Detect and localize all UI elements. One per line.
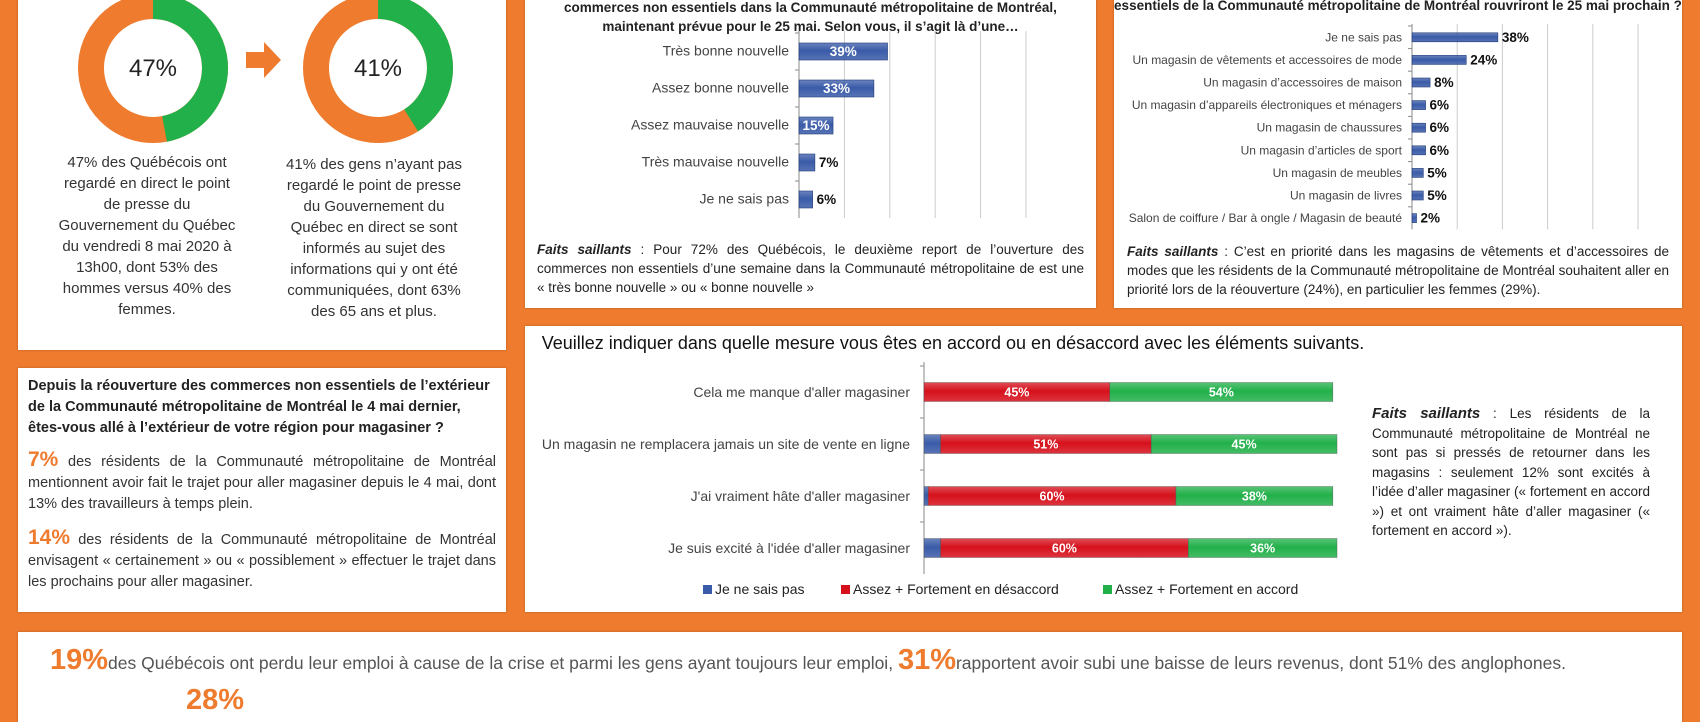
faits-text: : Pour 72% des Québécois, le deuxième report de l’ouverture des commerces non essentiels d’une semaine dans la Communauté métropolitaine de est une « très bonne nouvelle » ou « bonne nouvelle » [537,242,1084,295]
category-label: Un magasin de meubles [1272,165,1402,180]
agreement-stacked-chart [525,326,1365,612]
employment-stat-1: 19% [50,644,109,676]
travel-stat-2-value: 14% [28,526,71,549]
legend-label: Assez + Fortement en désaccord [853,581,1059,597]
data-label: 5% [1427,165,1447,181]
category-label: Très mauvaise nouvelle [641,153,789,170]
bar [1412,168,1423,177]
panel-reopening-news [525,0,1096,308]
employment-line-1 [50,644,1566,677]
data-label: 51% [1033,437,1059,452]
faits-text: : C’est en priorité dans les magasins de vêtements et d’accessoires de modes que les résidents de la Communauté métropolitaine de Montréal souhaitent aller en priorité lors de la réouverture (24%), en particulier les femmes (29%). [1127,244,1669,297]
legend-label: Je ne sais pas [715,581,805,597]
data-label: 8% [1434,75,1454,90]
travel-stat-2 [28,527,496,593]
category-label: Je ne sais pas [699,190,789,207]
arrow-right-icon [244,40,284,80]
bar-segment [924,435,941,454]
faits-label: Faits saillants [537,242,632,257]
category-label: J'ai vraiment hâte d'aller magasiner [690,488,910,504]
category-label: Un magasin de vêtements et accessoires de mode [1132,52,1402,67]
faits-saillants-news [537,240,1084,297]
data-label: 2% [1420,210,1441,226]
travel-stat-1-text: des résidents de la Communauté métropolitaine de Montréal mentionnent avoir fait le trajet pour aller magasiner depuis le 4 mai, dont 13% des travailleurs à temps plein. [28,454,496,512]
category-label: Un magasin ne remplacera jamais un site de vente en ligne [541,436,910,452]
question-stores: essentiels de la Communauté métropolitaine de Montréal rouvriront le 25 mai prochain ? [1114,0,1682,13]
data-label: 6% [816,192,837,207]
panel-travel-outside [18,368,506,612]
panel-store-priority [1114,0,1682,308]
employment-text-2: rapportent avoir subi une baisse de leurs revenus, dont 51% des anglophones. [955,653,1566,673]
faits-text: : Les résidents de la Communauté métropolitaine de Montréal ne sont pas si pressés de retourner dans les magasins : seulement 12% sont excités à l’idée d’aller magasiner (« fortement en accord ») et ont vraiment hâte d’aller magasiner (« fortement en accord »). [1372,406,1650,538]
employment-text-1: des Québécois ont perdu leur emploi à cause de la crise et parmi les gens ayant toujours leur emploi, [108,653,898,673]
data-label: 54% [1208,385,1234,400]
category-label: Cela me manque d'aller magasiner [693,384,910,400]
faits-saillants-stores [1127,242,1669,299]
bar [1412,55,1466,64]
faits-label: Faits saillants [1372,405,1481,422]
donut-2-description: 41% des gens n’ayant pas regardé le point de presse du Gouvernement du Québec en direct se sont informés au sujet des informations qui y ont été communiquées, dont 63% des 65 ans et plus. [286,156,462,320]
data-label: 45% [1231,437,1257,452]
employment-stat-2: 31% [897,644,956,676]
data-label: 6% [1429,142,1450,158]
data-label: 45% [1004,385,1030,400]
category-label: Salon de coiffure / Bar à ongle / Magasin de beauté [1128,211,1402,226]
panel-agreement [525,326,1682,612]
data-label: 24% [1470,52,1498,68]
news-bar-chart [525,30,1096,225]
chart-title: Veuillez indiquer dans quelle mesure vous êtes en accord ou en désaccord avec les éléments suivants. [541,333,1365,353]
data-label: 38% [1501,29,1529,45]
donut-1-description: 47% des Québécois ont regardé en direct le point de presse du Gouvernement du Québec du vendredi 8 mai 2020 à 13h00, dont 53% des hommes versus 40% des femmes. [58,154,236,318]
travel-stat-2-text: des résidents de la Communauté métropolitaine de Montréal envisagent « certainement » ou « possiblement » effectuer le trajet dans les prochains pour aller magasiner. [28,532,496,590]
faits-saillants-agreement [1372,404,1650,541]
category-label: Assez bonne nouvelle [652,79,789,96]
data-label: 6% [1429,120,1450,136]
category-label: Un magasin de livres [1289,188,1402,203]
data-label: 36% [1250,541,1276,556]
data-label: 33% [822,81,850,96]
legend-swatch [703,585,712,594]
category-label: Assez mauvaise nouvelle [631,116,789,133]
legend-swatch [841,585,850,594]
question-travel: Depuis la réouverture des commerces non essentiels de l’extérieur de la Communauté métropolitaine de Montréal le 4 mai dernier, êtes-vous allé à l’extérieur de votre région pour magasiner ? [28,378,490,436]
category-label: Un magasin d’appareils électroniques et ménagers [1131,98,1402,113]
faits-label: Faits saillants [1127,244,1219,259]
question-news-line1: commerces non essentiels dans la Communauté métropolitaine de Montréal, [564,0,1057,15]
travel-stat-1-value: 7% [28,448,59,471]
bar [1412,191,1423,200]
legend-swatch [1103,585,1112,594]
bar-segment [924,487,928,506]
donut-chart-1 [73,0,243,150]
category-label: Très bonne nouvelle [662,42,789,59]
question-news-line2: maintenant prévue pour le 25 mai. Selon vous, il s’agit là d’une… [602,19,1019,34]
data-label: 60% [1051,541,1077,556]
category-label: Un magasin d’accessoires de maison [1203,75,1402,90]
bar [1412,214,1417,223]
employment-stat-3: 28% [186,684,245,716]
data-label: 15% [802,118,830,133]
bar-segment [924,539,941,558]
bar [1412,78,1430,87]
category-label: Un magasin de chaussures [1256,120,1402,135]
employment-line-2 [186,684,244,717]
data-label: 38% [1241,489,1267,504]
donut-2-label: 41% [353,55,403,82]
bar [799,154,815,171]
legend-label: Assez + Fortement en accord [1115,581,1299,597]
data-label: 7% [818,155,839,170]
category-label: Un magasin d’articles de sport [1240,143,1402,158]
data-label: 5% [1427,188,1447,203]
bar [1412,146,1426,155]
bar [1412,33,1498,42]
category-label: Je suis excité à l'idée d'aller magasiner [668,540,910,556]
bar [1412,101,1426,110]
data-label: 6% [1429,97,1450,113]
panel-live-press [18,0,506,350]
bar [1412,123,1426,132]
store-bar-chart [1114,24,1682,234]
data-label: 60% [1039,489,1065,504]
category-label: Je ne sais pas [1325,30,1402,45]
donut-1-label: 47% [128,55,178,82]
data-label: 39% [829,44,857,59]
donut-chart-2 [298,0,468,150]
bar [799,191,813,208]
travel-stat-1 [28,449,496,515]
panel-employment [18,632,1682,722]
